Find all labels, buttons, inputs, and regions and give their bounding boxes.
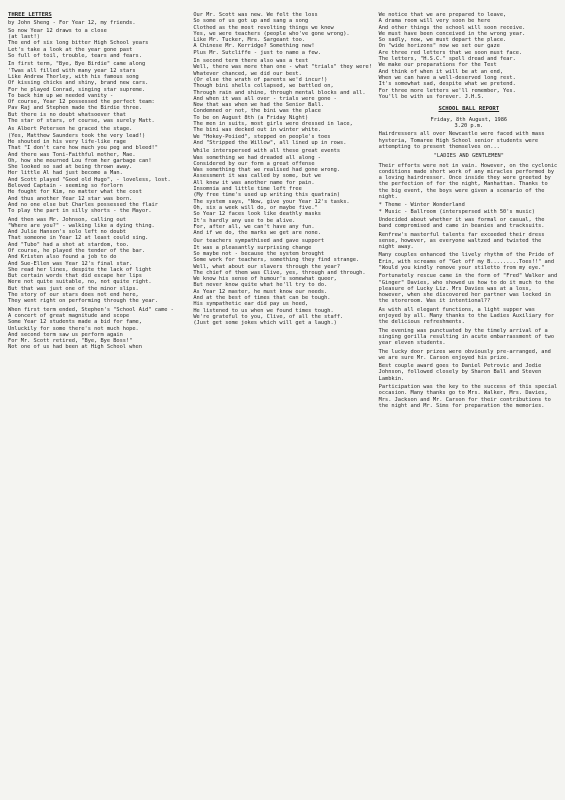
report-paragraph: Renfrew's masterful talents far exceeded their dress sense, however, as everyone waltzed and twisted the night away. <box>378 231 548 251</box>
poem-stanza: When first term ended, Stephen's "School Aid" came - A concert of great magnitude and scope Some Year 12 students made a bid for fame, Unluckily for some there's not much hope. And second term saw us perform again For Mr. Scott retired, "Bye, Bye Boss!" Not one of us had been at High School when <box>8 306 174 351</box>
article-title: THREE LETTERS <box>8 12 52 18</box>
report-paragraph: The lucky door prizes were obviously pre-arranged, and we are sure Mr. Carson enjoyed his prize. <box>378 348 555 361</box>
report-theme-list: * Theme - Winter Wonderland * Music - Ballroom (interspersed with 50's music) <box>378 202 535 215</box>
report-paragraph: Undecided about whether it was formal or casual, the band compromised and came in beanies and tracksuits. <box>378 216 548 230</box>
poem-stanza: And then was Mr. Johnson, calling out "Where are you?" - walking like a dying thing. And Julie Hanson's solo left no doubt That someone in Year 12 at least could sing. And "Tubo" had a shot at stardom, too. Of course, he played the tender of the bar. And Kristen also found a job to do And Sue-Ellen was Year 12's final star. She read her lines, despite the lack of light But certain words that did escape her lips Were not quite suitable, no, not quite right. But that was just one of the minor slips. The story of our stars does not end here, They went right on performing through the year. <box>8 216 158 305</box>
poem-stanza: As Albert Petersen he graced the stage. (Yes, Matthew Saunders took the very lead!) He shouted in his very life-like rage That "I don't care how much you peg and bleed!" And there was Toni-Faithful mother, Mae. Oh, how she mourned Lou from her garbage can! She looked so sad at being thrown away. Her little Al had just become a Man. And Scott played "Good old Hugo", - loveless, lost. Beloved Captain - seeming so forlorn He fought for Kim, no matter what the cost And thus another Year 12 star was born. And no one else but Charles possessed the flair To play the part in silly shorts - the Mayor. <box>8 126 171 215</box>
poem-stanza: We notice that we are prepared to leave, A drama room will very soon be here And other things the school will soon receive. We must have been conceived in the wrong year. So sadly, now, we must depart the place. On "wide horizons" now we set our gaze Are three red letters that we soon must face. The letters, "H.S.C." spell dread and fear. We make our preparations for the Test And think of when it will be at an end, When we can have a well-deserved long rest. It's somewhat sad, despite what we pretend. For three more letters we'll remember, Yes. You'll be with us forever. J.H.S. <box>378 12 526 100</box>
report-subhead: "LADIES AND GENTLEMEN" <box>433 153 504 160</box>
poem-stanza: In first term, "Bye, Bye Birdie" came along 'Twas all filled with many year 12 stars Like Andrew Thorley, with his famous song Of kissing chicks and shiny, brand new cars. For he played Conrad, singing star supreme. To back him up we needed vanity - Of course, Year 12 possessed the perfect team: Pav Raj and Stephen made the Birdie three. But there is no doubt whatsoever that The star of stars, of course, was surely Matt. <box>8 61 155 125</box>
report-paragraph: Many couples enhanced the lively rhythm of the Pride of Erin, with screams of "Get off my B.........Toes!!" and "Would you kindly remove your stiletto from my eye." <box>378 252 558 271</box>
report-paragraph: Best couple award goes to Daniel Petrovic and Jodie Johnson, followed closely by Sharon Ball and Steven Lambkin. <box>378 363 545 382</box>
poem-stanza: In second term there also was a test Well, there was more than one - what "trials" they were! Whatever chanced, we did our best. (Or else the wrath of parents we'd incur!) Though bini shells collapsed, we battled on, Through rain and shine, through mental blocks and all. And when it was all over - trials were gone - Now that was when we had the Senior Ball. Condemned or not, the bini was the place To be on August 8th (a Friday Night) The men in suits, most girls were dressed in lace, The bini was decked out in winter white. We "Hokey-Poiied", stepped on people's toes And "Stripped the Willow", all lined up in rows. <box>193 58 372 146</box>
report-paragraph: Participation was the key to the success of this special occasion. Many thanks go to Mrs. Walker, Mrs. Davies, Mrs. Jackson and Mr. Carson for their contributions to the night and Mr. Sims for preparation the memories. <box>378 384 561 409</box>
column-2 <box>193 12 373 800</box>
report-intro: Hairdressers all over Newcastle were faced with mass hysteria, Tomaree High School senior students were attempting to present themselves on... <box>378 131 548 150</box>
poem-stanza: Our Mr. Scott was new. We felt the loss So some of us got up and sang a song Clothed as the most revolting things we knew Yes, we were teachers (people who've gone wrong). Like Mr. Tucker, Mrs. Sargeant too. A Chinese Mr. Kerridge? Something new! Plus Mr. Sutcliffe - just to name a few. <box>193 12 350 56</box>
report-title: SCHOOL BALL REPORT <box>438 106 500 113</box>
article-byline: by John Sheng - For Year 12, my friends. <box>8 19 136 26</box>
poem-stanza: Our teachers sympathised and gave support It was a pleasantly surprising change So maybe not - because the system brought Some work for teachers, something they find strange. Well, what about our slavers through the year? The chief of them was Clive, yes, through and through. We know his sense of humour's somewhat queer, But never know quite what he'll try to do. As Year 12 master, he must know our needs. And at the best of times that can be tough. His sympathetic ear did pay us heed, He listened to us when we found times tough. We're grateful to you, Clive, of all the staff. (Just get some jokes which will get a laugh.) <box>193 238 366 327</box>
poem-stanza: So now Year 12 draws to a close (at last!) The end of six long bitter High School years Let's take a look at the year gone past So full of toil, trouble, tears and fears. <box>8 27 149 60</box>
report-date: Friday, 8th August, 1986 3.20 p.m. <box>430 116 508 130</box>
column-1 <box>8 12 188 800</box>
report-paragraph: Their efforts were not in vain. However, on the cyclonic conditions made short work of any miracles performed by a loving hairdresser. Once inside they were greeted by the perfection of for the night, Manhattan. Thanks to the big event, the boys were given a scenario of the night. <box>378 162 561 201</box>
column-3 <box>379 12 559 800</box>
report-paragraph: The evening was punctuated by the timely arrival of a singing gorilla resulting in acute embarrassment of two year eleven students. <box>378 327 558 347</box>
poem-stanza: While interspersed with all these great events Was something we had dreaded all along - Considered by our form a great offense Was something that we realised had gone wrong. Assessment it was called by some, but we All knew it was another name for pain. Insomnia and little time left free (My free time's used up writing this quatrain) The system says, "Now, give your Year 12's tasks. Oh, six a week will do, or maybe five." So Year 12 faces look like deathly masks It's hardly any use to be alive. For, after all, we can't have any fun. And if we do, the marks we get are none. <box>193 148 350 237</box>
report-paragraph: As with all elegant functions, a light supper was enjoyed by all. Many thanks to the Ladies Auxiliary for the delicious refreshments. <box>378 306 558 326</box>
report-paragraph: Fortunately rescue came in the form of "Fred" Walker and "Ginger" Davies, who showed us how to do it much to the pleasure of Lucky Liz. Mrs Davies was at a loss, however, when she discovered her partner was locked in the storeroom. Was it intentional?? <box>378 273 561 305</box>
